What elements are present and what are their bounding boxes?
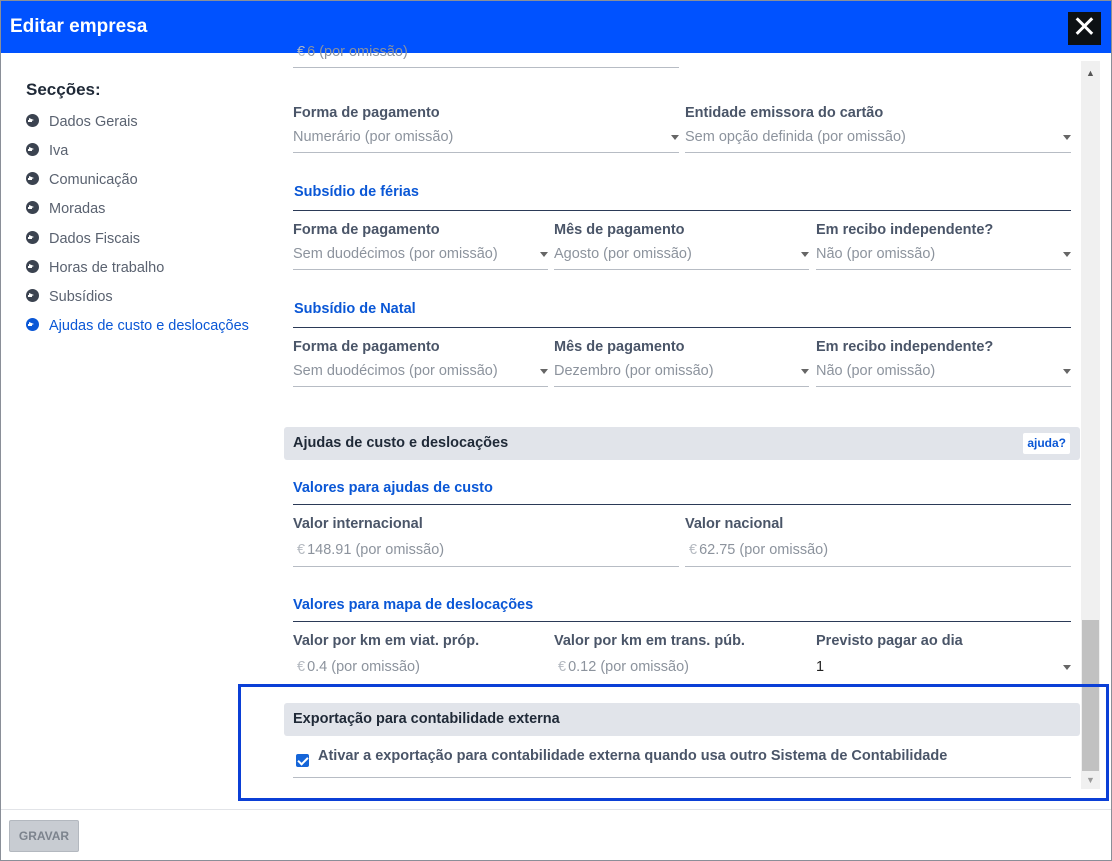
select-value: Dezembro (por omissão) <box>554 363 714 379</box>
subsidio-natal-heading: Subsídio de Natal <box>294 301 416 317</box>
chevron-down-icon <box>1063 252 1071 257</box>
select-value: Numerário (por omissão) <box>293 129 454 145</box>
natal-mes-select[interactable] <box>554 357 809 387</box>
km-viatura-label: Valor por km em viat. próp. <box>293 633 480 649</box>
arrow-circle-right-icon <box>26 143 39 156</box>
euro-icon: € <box>297 659 306 675</box>
input-value: 0.4 (por omissão) <box>307 659 420 675</box>
close-icon: ✕ <box>1071 10 1098 45</box>
section-title: Exportação para contabilidade externa <box>293 711 560 727</box>
section-title: Ajudas de custo e deslocações <box>293 435 509 451</box>
select-value: Sem duodécimos (por omissão) <box>293 246 498 262</box>
valor-nacional-input[interactable] <box>685 534 1071 567</box>
sidebar-item-moradas[interactable] <box>26 200 105 220</box>
chevron-down-icon <box>801 252 809 257</box>
euro-icon: € <box>297 542 306 558</box>
select-value: Sem duodécimos (por omissão) <box>293 363 498 379</box>
arrow-circle-right-icon <box>26 289 39 302</box>
ferias-mes-label: Mês de pagamento <box>554 222 685 238</box>
divider <box>293 504 1071 505</box>
arrow-circle-right-icon <box>26 201 39 214</box>
previsto-pagar-select[interactable] <box>816 651 1071 684</box>
ferias-recibo-select[interactable] <box>816 240 1071 270</box>
select-value: Sem opção definida (por omissão) <box>685 129 906 145</box>
sidebar-item-label: Ajudas de custo e deslocações <box>49 318 249 334</box>
select-value: Agosto (por omissão) <box>554 246 692 262</box>
sidebar-item-label: Subsídios <box>49 289 113 305</box>
chevron-down-icon <box>671 135 679 140</box>
previsto-pagar-label: Previsto pagar ao dia <box>816 633 963 649</box>
euro-icon: € <box>689 542 698 558</box>
natal-forma-label: Forma de pagamento <box>293 339 440 355</box>
arrow-circle-right-icon <box>26 318 39 331</box>
sidebar-item-ajudas-de-custo[interactable] <box>26 317 249 337</box>
divider <box>293 210 1071 211</box>
ferias-forma-select[interactable] <box>293 240 548 270</box>
entidade-emissora-label: Entidade emissora do cartão <box>685 105 884 121</box>
close-button[interactable] <box>1068 12 1101 45</box>
sidebar-item-horas-de-trabalho[interactable] <box>26 259 164 279</box>
input-value: 0.12 (por omissão) <box>568 659 689 675</box>
valor-nacional-label: Valor nacional <box>685 516 784 532</box>
km-transporte-label: Valor por km em trans. púb. <box>554 633 745 649</box>
sidebar-item-iva[interactable] <box>26 142 68 162</box>
sidebar-title: Secções: <box>26 80 101 99</box>
arrow-circle-right-icon <box>26 114 39 127</box>
subsidio-ferias-heading: Subsídio de férias <box>294 184 419 200</box>
sidebar-item-label: Iva <box>49 143 69 159</box>
chevron-down-icon <box>540 369 548 374</box>
sidebar-item-comunicacao[interactable] <box>26 171 138 191</box>
euro-icon: € <box>558 659 567 675</box>
scroll-down-icon[interactable]: ▼ <box>1086 775 1095 785</box>
km-viatura-input[interactable] <box>293 651 548 684</box>
sidebar-item-label: Dados Fiscais <box>49 231 141 247</box>
sidebar-item-dados-gerais[interactable] <box>26 113 138 133</box>
divider <box>293 621 1071 622</box>
arrow-circle-right-icon <box>26 172 39 185</box>
field-value: 6 (por omissão) <box>307 44 408 60</box>
natal-forma-select[interactable] <box>293 357 548 387</box>
input-value: 62.75 (por omissão) <box>699 542 829 558</box>
divider <box>293 327 1071 328</box>
forma-pagamento-label: Forma de pagamento <box>293 105 440 121</box>
sidebar-item-label: Dados Gerais <box>49 114 138 130</box>
euro-icon: € <box>297 44 306 60</box>
sidebar-item-dados-fiscais[interactable] <box>26 230 140 250</box>
chevron-down-icon <box>1063 135 1071 140</box>
help-button[interactable]: ajuda? <box>1023 433 1070 454</box>
chevron-down-icon <box>540 252 548 257</box>
save-button[interactable]: GRAVAR <box>9 820 79 852</box>
forma-pagamento-select[interactable] <box>293 123 679 153</box>
top-partial-field[interactable] <box>293 38 679 68</box>
sidebar-item-subsidios[interactable] <box>26 288 113 308</box>
select-value: 1 <box>816 659 825 675</box>
exportacao-checkbox-label[interactable]: Ativar a exportação para contabilidade externa quando usa outro Sistema de Contabilidade <box>318 748 948 764</box>
natal-mes-label: Mês de pagamento <box>554 339 685 355</box>
valor-internacional-input[interactable] <box>293 534 679 567</box>
natal-recibo-label: Em recibo independente? <box>816 339 994 355</box>
ferias-mes-select[interactable] <box>554 240 809 270</box>
input-value: 148.91 (por omissão) <box>307 542 445 558</box>
ajudas-section-header <box>284 427 1080 460</box>
chevron-down-icon <box>1063 665 1071 670</box>
footer-divider <box>1 809 1111 810</box>
arrow-circle-right-icon <box>26 231 39 244</box>
select-value: Não (por omissão) <box>816 363 936 379</box>
valor-internacional-label: Valor internacional <box>293 516 423 532</box>
arrow-circle-right-icon <box>26 260 39 273</box>
ferias-recibo-label: Em recibo independente? <box>816 222 994 238</box>
highlight-box <box>238 684 1109 801</box>
sections-sidebar <box>1 53 271 808</box>
sidebar-item-label: Moradas <box>49 201 106 217</box>
scroll-up-icon[interactable]: ▲ <box>1086 68 1095 78</box>
modal-title: Editar empresa <box>10 16 148 37</box>
form-content <box>271 44 1079 793</box>
ferias-forma-label: Forma de pagamento <box>293 222 440 238</box>
natal-recibo-select[interactable] <box>816 357 1071 387</box>
entidade-emissora-select[interactable] <box>685 123 1071 153</box>
km-transporte-input[interactable] <box>554 651 809 684</box>
sidebar-item-label: Horas de trabalho <box>49 260 165 276</box>
mapa-deslocacoes-heading: Valores para mapa de deslocações <box>293 597 534 613</box>
chevron-down-icon <box>801 369 809 374</box>
select-value: Não (por omissão) <box>816 246 936 262</box>
vertical-scrollbar[interactable] <box>1081 61 1100 789</box>
chevron-down-icon <box>1063 369 1071 374</box>
sidebar-item-label: Comunicação <box>49 172 138 188</box>
ajudas-custo-heading: Valores para ajudas de custo <box>293 480 493 496</box>
